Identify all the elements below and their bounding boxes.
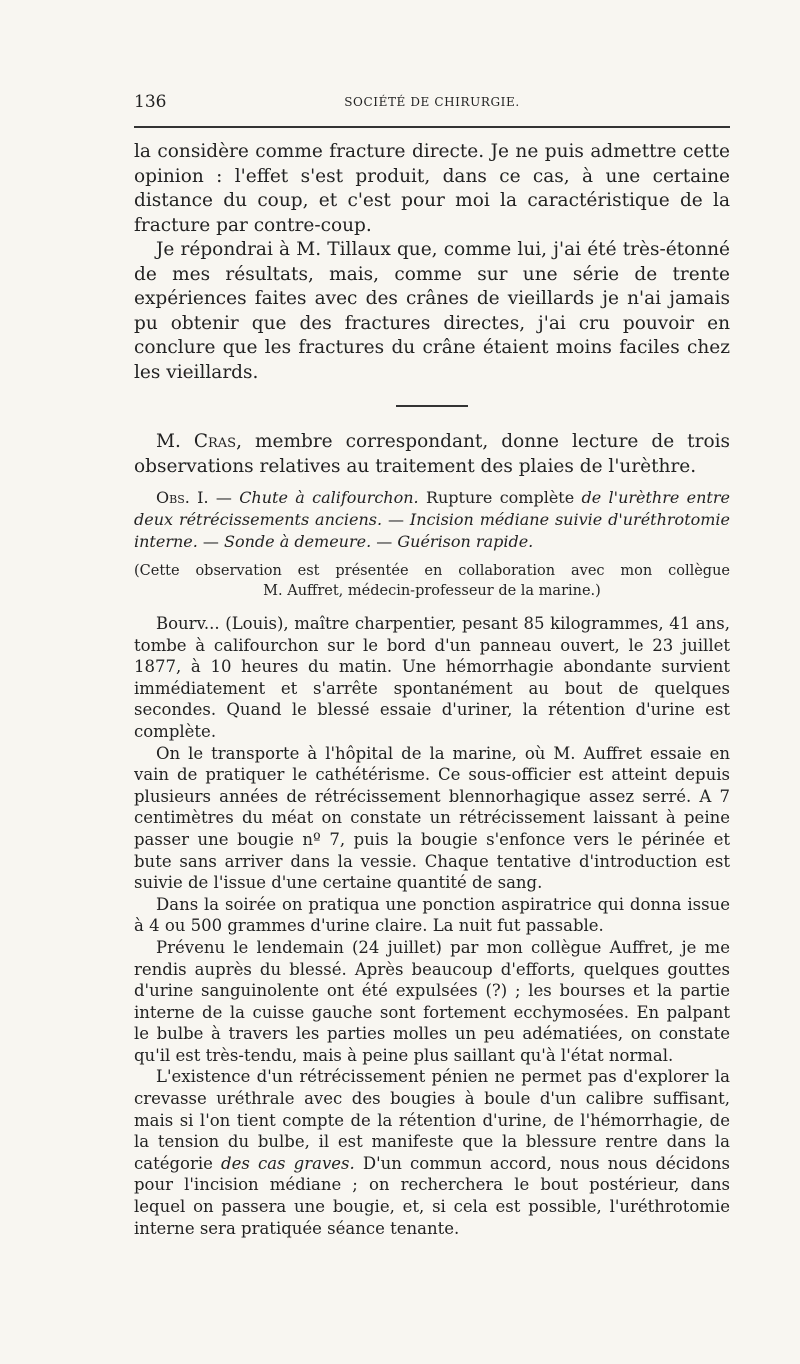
running-title: SOCIÉTÉ DE CHIRURGIE. [344, 95, 520, 109]
obs-paragraph: Bourv... (Louis), maître charpentier, pesant 85 kilogrammes, 41 ans, tombe à califourchon sur le bord d'un panneau ouvert, le 23 juillet 1877, à 10 heures du matin. Une hémorrhagie abondante survient immédiatement et s'arrête spontanément au bout de quelques secondes. Quand le blessé essaie d'uriner, la rétention d'urine est complète. [134, 614, 730, 741]
collaboration-note [134, 561, 730, 601]
header-rule [134, 126, 730, 128]
paragraph-reply: Je répondrai à M. Tillaux que, comme lui, j'ai été très-étonné de mes résultats, mais, comme sur une série de trente expériences faites avec des crânes de vieillards je n'ai jamais pu obtenir que des fractures directes, j'ai cru pouvoir en conclure que les fractures du crâne étaient moins faciles chez les vieillards. [134, 239, 730, 383]
obs-dash: — [208, 488, 240, 507]
section-separator [396, 405, 468, 407]
cras-prefix: M. [156, 431, 194, 452]
last-end: D'un commun accord, nous nous décidons pour l'incision médiane ; on recherchera le bout postérieur, dans lequel on passera une bougie, et, si cela est possible, l'uréthrotomie interne sera pratiquée séance tenante. [134, 1153, 730, 1238]
obs-dash: — [371, 532, 398, 551]
paragraph-cras [134, 429, 730, 479]
obs-rupture: Rupture complète [418, 488, 582, 507]
obs-title-italic: Chute à califourchon. [239, 488, 419, 507]
observation-title [134, 487, 730, 553]
paragraph-continuation: la considère comme fracture directe. Je ne puis admettre cette opinion : l'effet s'est produit, dans ce cas, à une certaine distance du coup, et c'est pour moi la caractéristique de la fracture par contre-coup. [134, 141, 730, 236]
obs-label: Obs. I. [156, 488, 209, 507]
obs-guerison: Guérison rapide. [397, 532, 534, 551]
obs-dash: — [197, 532, 224, 551]
obs-paragraph-last [134, 1066, 730, 1239]
last-italic: des cas graves. [221, 1153, 355, 1173]
obs-paragraph: Prévenu le lendemain (24 juillet) par mon collègue Auffret, je me rendis auprès du blessé. Après beaucoup d'efforts, quelques gouttes d'urine sanguinolente ont été expulsées (?) ; les bourses et la partie interne de la cuisse gauche sont fortement ecchymosées. En palpant le bulbe à travers les parties molles un peu adématiées, on constate qu'il est très-tendu, mais à peine plus saillant qu'à l'état normal. [134, 937, 730, 1065]
page-header [134, 92, 730, 114]
body-text [134, 140, 730, 1239]
note-line-2: M. Auffret, médecin-professeur de la marine.) [263, 583, 601, 599]
obs-paragraph: Dans la soirée on pratiqua une ponction aspiratrice qui donna issue à 4 ou 500 grammes d'urine claire. La nuit fut passable. [134, 894, 730, 936]
note-line-1: (Cette observation est présentée en collaboration avec mon collègue [134, 563, 730, 579]
cras-name: Cras [193, 431, 237, 452]
obs-paragraph: On le transporte à l'hôpital de la marine, où M. Auffret essaie en vain de pratiquer le cathétérisme. Ce sous-officier est atteint depuis plusieurs années de rétrécissement blennorhagique assez serré. A 7 centimètres du méat on constate un rétrécissement laissant à peine passer une bougie nº 7, puis la bougie s'enfonce vers le périnée et bute sans arriver dans la vessie. Chaque tentative d'introduction est suivie de l'issue d'une certaine quantité de sang. [134, 743, 730, 893]
cras-rest: , membre correspondant, donne lecture de trois observations relatives au traitement des plaies de l'urèthre. [134, 431, 730, 477]
obs-incision: Incision médiane suivie d'uréthrotomie interne. [134, 510, 731, 551]
obs-dash: — [382, 510, 410, 529]
page-number: 136 [134, 92, 167, 112]
obs-sonde: Sonde à demeure. [224, 532, 372, 551]
observation-body [134, 613, 730, 1239]
obs-location: de l'urèthre entre deux rétrécissements anciens. [134, 488, 730, 529]
last-start: L'existence d'un rétrécissement pénien ne permet pas d'explorer la crevasse uréthrale avec des bougies à boule d'un calibre suffisant, mais si l'on tient compte de la rétention d'urine, de l'hémorrhagie, de la tension du bulbe, il est manifeste que la blessure rentre dans la catégorie [134, 1067, 730, 1173]
